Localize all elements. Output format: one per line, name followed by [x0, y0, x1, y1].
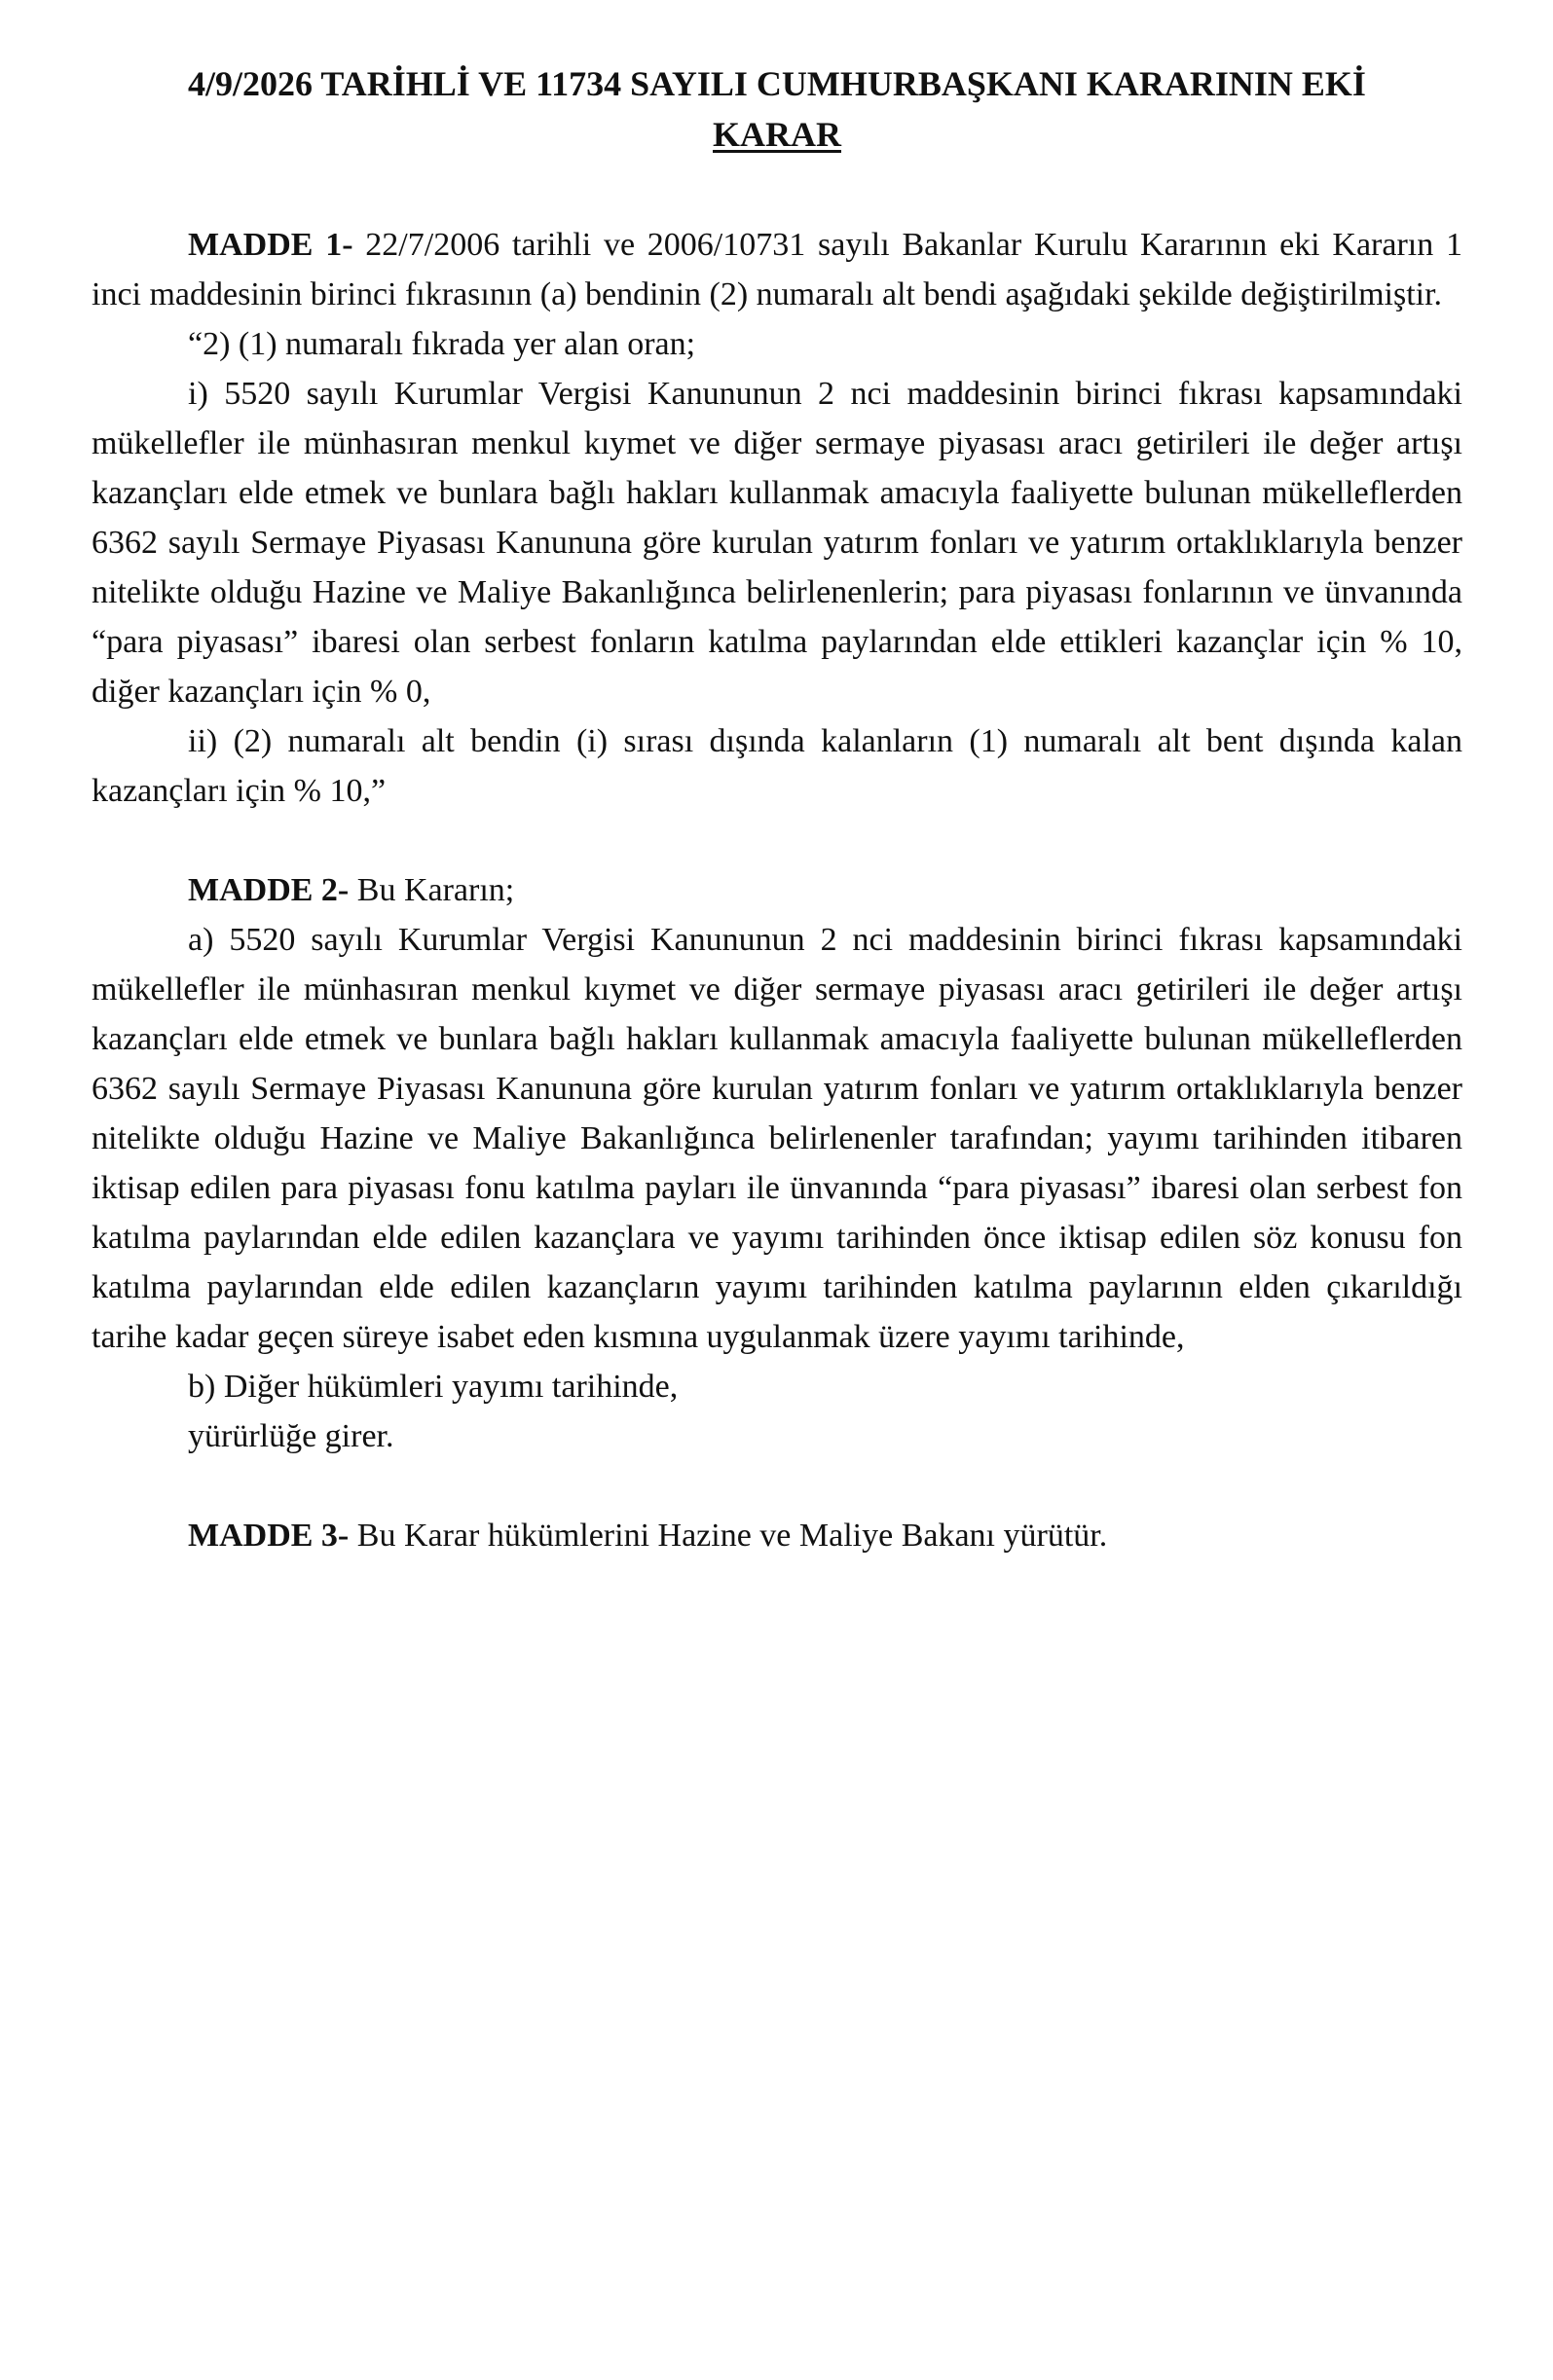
- article-2-intro-text: Bu Kararın;: [349, 872, 515, 908]
- article-2-label: MADDE 2-: [188, 872, 350, 908]
- article-2-closing: yürürlüğe girer.: [188, 1418, 394, 1454]
- article-3-text: [92, 1511, 1462, 1560]
- article-1-intro-text: 22/7/2006 tarihli ve 2006/10731 sayılı Bakanlar Kurulu Kararının eki Kararın 1 inci maddesinin birinci fıkrasının (a) bendinin (2) numaralı alt bendi aşağıdaki şekilde değiştirilmiştir.: [92, 227, 1462, 312]
- article-3: [92, 1511, 1462, 1560]
- article-1-paragraph-3: ii) (2) numaralı alt bendin (i) sırası dışında kalanların (1) numaralı alt bent dışında kalan kazançları için % 10,”: [92, 723, 1462, 809]
- article-2-item-b: b) Diğer hükümleri yayımı tarihinde,: [188, 1369, 679, 1405]
- article-1-paragraph-1: “2) (1) numaralı fıkrada yer alan oran;: [188, 326, 696, 362]
- article-3-label: MADDE 3-: [188, 1518, 350, 1554]
- article-1: [92, 220, 1462, 816]
- document-title: [92, 58, 1462, 160]
- article-1-label: MADDE 1-: [188, 227, 353, 263]
- article-2: [92, 865, 1462, 1461]
- article-1-intro: [92, 220, 1462, 319]
- article-3-body: Bu Karar hükümlerini Hazine ve Maliye Bakanı yürütür.: [349, 1518, 1108, 1554]
- title-line-1: 4/9/2026 TARİHLİ VE 11734 SAYILI CUMHURBAŞKANI KARARININ EKİ: [188, 64, 1366, 103]
- document-page: [92, 58, 1462, 1560]
- article-2-item-a: a) 5520 sayılı Kurumlar Vergisi Kanununun 2 nci maddesinin birinci fıkrası kapsamındaki mükellefler ile münhasıran menkul kıymet ve diğer sermaye piyasası aracı getirileri ile değer artışı kazançları elde etmek ve bunlara bağlı hakları kullanmak amacıyla faaliyette bulunan mükelleflerden 6362 sayılı Sermaye Piyasası Kanununa göre kurulan yatırım fonları ve yatırım ortaklıklarıyla benzer nitelikte olduğu Hazine ve Maliye Bakanlığınca belirlenenler tarafından; yayımı tarihinden itibaren iktisap edilen para piyasası fonu katılma payları ile ünvanında “para piyasası” ibaresi olan serbest fon katılma paylarından elde edilen kazançlara ve yayımı tarihinden önce iktisap edilen söz konusu fon katılma paylarından elde edilen kazançların yayımı tarihinden katılma paylarının elden çıkarıldığı tarihe kadar geçen süreye isabet eden kısmına uygulanmak üzere yayımı tarihinde,: [92, 922, 1462, 1355]
- article-1-paragraph-2: i) 5520 sayılı Kurumlar Vergisi Kanununun 2 nci maddesinin birinci fıkrası kapsamındaki mükellefler ile münhasıran menkul kıymet ve diğer sermaye piyasası aracı getirileri ile değer artışı kazançları elde etmek ve bunlara bağlı hakları kullanmak amacıyla faaliyette bulunan mükelleflerden 6362 sayılı Sermaye Piyasası Kanununa göre kurulan yatırım fonları ve yatırım ortaklıklarıyla benzer nitelikte olduğu Hazine ve Maliye Bakanlığınca belirlenenlerin; para piyasası fonlarının ve ünvanında “para piyasası” ibaresi olan serbest fonların katılma paylarından elde ettikleri kazançlar için % 10, diğer kazançları için % 0,: [92, 376, 1462, 710]
- title-line-2: KARAR: [713, 115, 841, 154]
- article-2-intro: [92, 865, 1462, 915]
